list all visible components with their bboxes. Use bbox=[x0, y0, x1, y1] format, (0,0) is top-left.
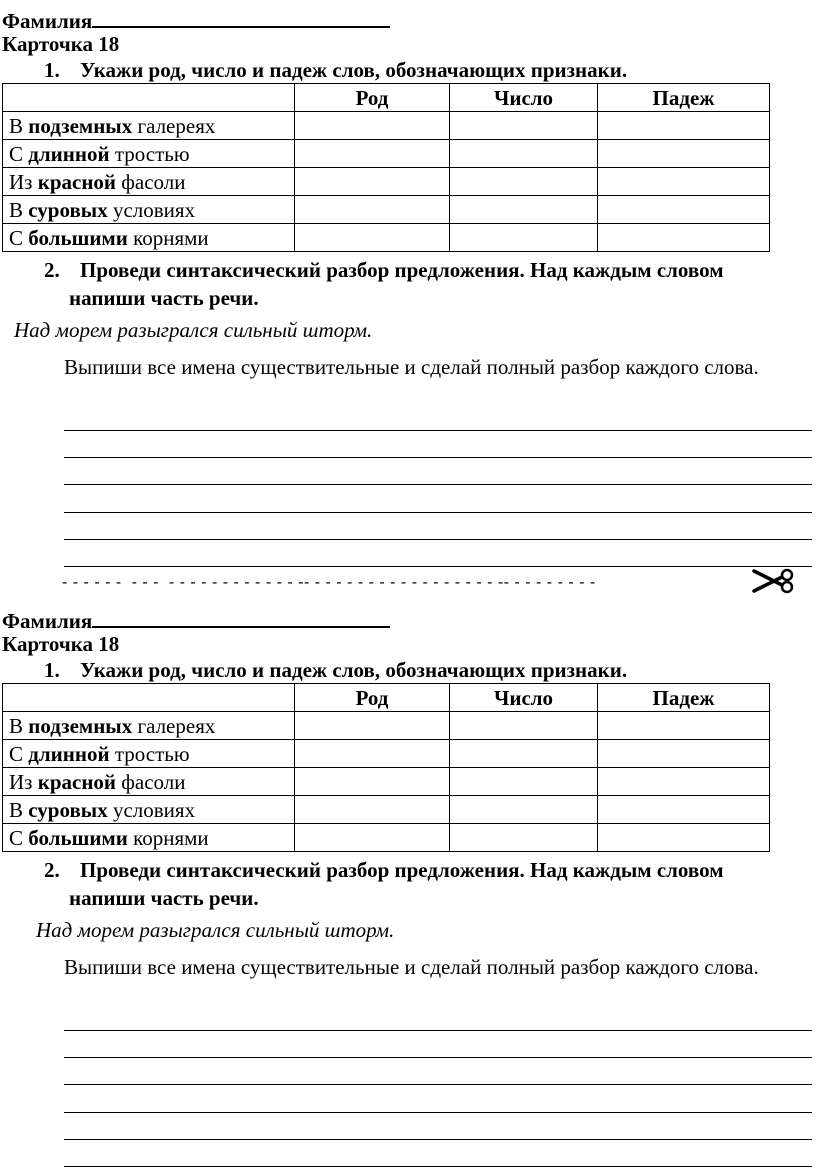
writing-line[interactable] bbox=[64, 430, 812, 431]
phrase-noun: галереях bbox=[132, 113, 216, 138]
gender-cell[interactable] bbox=[295, 112, 450, 140]
phrase-noun: корнями bbox=[127, 825, 209, 850]
gender-cell[interactable] bbox=[295, 196, 450, 224]
number-cell[interactable] bbox=[450, 796, 598, 824]
scissors-icon bbox=[752, 567, 796, 595]
surname-blank[interactable] bbox=[92, 6, 390, 28]
header-case: Падеж bbox=[598, 684, 770, 712]
table-row bbox=[3, 796, 770, 824]
task2-text-line1: Проведи синтаксический разбор предложения. Над каждым словом bbox=[80, 858, 724, 882]
instruction: Выпиши все имена существительные и сделай полный разбор каждого слова. bbox=[64, 955, 759, 979]
writing-line[interactable] bbox=[64, 1139, 812, 1140]
phrase-prep: В bbox=[9, 797, 29, 822]
phrase-noun: фасоли bbox=[116, 769, 186, 794]
writing-line[interactable] bbox=[64, 1030, 812, 1031]
phrase-cell bbox=[3, 168, 295, 196]
gender-cell[interactable] bbox=[295, 140, 450, 168]
table-row bbox=[3, 224, 770, 252]
number-cell[interactable] bbox=[450, 768, 598, 796]
writing-line[interactable] bbox=[64, 512, 812, 513]
phrase-adjective: красной bbox=[37, 769, 117, 794]
header-gender: Род bbox=[295, 84, 450, 112]
phrase-cell bbox=[3, 224, 295, 252]
surname-label: Фамилия bbox=[2, 9, 93, 33]
gender-cell[interactable] bbox=[295, 796, 450, 824]
task1-heading bbox=[44, 658, 627, 683]
task2-number: 2. bbox=[44, 258, 60, 282]
phrase-cell bbox=[3, 768, 295, 796]
surname-blank[interactable] bbox=[92, 606, 390, 628]
gender-cell[interactable] bbox=[295, 768, 450, 796]
card-title: Карточка 18 bbox=[2, 632, 120, 656]
table-row bbox=[3, 740, 770, 768]
phrase-adjective: подземных bbox=[28, 113, 133, 138]
table-row bbox=[3, 140, 770, 168]
case-cell[interactable] bbox=[598, 168, 770, 196]
surname-field bbox=[2, 6, 390, 34]
case-cell[interactable] bbox=[598, 112, 770, 140]
case-cell[interactable] bbox=[598, 224, 770, 252]
phrase-prep: С bbox=[9, 741, 29, 766]
writing-line[interactable] bbox=[64, 566, 812, 567]
task1-number: 1. bbox=[44, 58, 60, 82]
table-header-row bbox=[3, 684, 770, 712]
gender-cell[interactable] bbox=[295, 740, 450, 768]
phrase-prep: Из bbox=[9, 169, 38, 194]
phrase-noun: галереях bbox=[132, 713, 216, 738]
phrase-adjective: суровых bbox=[28, 197, 108, 222]
task1-number: 1. bbox=[44, 658, 60, 682]
phrase-prep: С bbox=[9, 225, 29, 250]
phrase-prep: В bbox=[9, 197, 29, 222]
sentence: Над морем разыгрался сильный шторм. bbox=[36, 918, 395, 942]
cut-line: - - - - - - - - - - - - - - - - - - - - - -- - - - - - - - - - - - - - - - - - -- - - - - - - - - bbox=[62, 574, 596, 591]
table-row bbox=[3, 168, 770, 196]
task2-text-line2: напиши часть речи. bbox=[69, 286, 259, 310]
task2-text-line1: Проведи синтаксический разбор предложения. Над каждым словом bbox=[80, 258, 724, 282]
phrase-adjective: красной bbox=[37, 169, 117, 194]
grammar-table bbox=[2, 683, 770, 852]
task1-heading bbox=[44, 58, 627, 83]
phrase-prep: С bbox=[9, 141, 29, 166]
number-cell[interactable] bbox=[450, 140, 598, 168]
surname-field bbox=[2, 606, 390, 634]
phrase-cell bbox=[3, 796, 295, 824]
task2-heading bbox=[44, 856, 814, 912]
case-cell[interactable] bbox=[598, 796, 770, 824]
table-row bbox=[3, 112, 770, 140]
writing-line[interactable] bbox=[64, 539, 812, 540]
case-cell[interactable] bbox=[598, 196, 770, 224]
phrase-prep: С bbox=[9, 825, 29, 850]
writing-line[interactable] bbox=[64, 484, 812, 485]
number-cell[interactable] bbox=[450, 712, 598, 740]
phrase-prep: Из bbox=[9, 769, 38, 794]
writing-line[interactable] bbox=[64, 457, 812, 458]
phrase-cell bbox=[3, 112, 295, 140]
sentence: Над морем разыгрался сильный шторм. bbox=[14, 318, 373, 342]
surname-label: Фамилия bbox=[2, 609, 93, 633]
phrase-adjective: подземных bbox=[28, 713, 133, 738]
case-cell[interactable] bbox=[598, 740, 770, 768]
writing-line[interactable] bbox=[64, 1166, 812, 1167]
phrase-cell bbox=[3, 196, 295, 224]
header-phrase bbox=[3, 684, 295, 712]
task1-text: Укажи род, число и падеж слов, обозначающих признаки. bbox=[80, 658, 628, 682]
number-cell[interactable] bbox=[450, 740, 598, 768]
gender-cell[interactable] bbox=[295, 712, 450, 740]
header-phrase bbox=[3, 84, 295, 112]
phrase-cell bbox=[3, 140, 295, 168]
number-cell[interactable] bbox=[450, 196, 598, 224]
phrase-noun: тростью bbox=[109, 141, 190, 166]
header-gender: Род bbox=[295, 684, 450, 712]
case-cell[interactable] bbox=[598, 712, 770, 740]
gender-cell[interactable] bbox=[295, 824, 450, 852]
table-row bbox=[3, 712, 770, 740]
case-cell[interactable] bbox=[598, 140, 770, 168]
table-row bbox=[3, 768, 770, 796]
phrase-cell bbox=[3, 712, 295, 740]
task1-text: Укажи род, число и падеж слов, обозначающих признаки. bbox=[80, 58, 628, 82]
number-cell[interactable] bbox=[450, 224, 598, 252]
task2-number: 2. bbox=[44, 858, 60, 882]
phrase-noun: условиях bbox=[107, 797, 196, 822]
phrase-adjective: большими bbox=[28, 825, 128, 850]
grammar-table bbox=[2, 83, 770, 252]
phrase-adjective: большими bbox=[28, 225, 128, 250]
number-cell[interactable] bbox=[450, 168, 598, 196]
number-cell[interactable] bbox=[450, 824, 598, 852]
task2-text-line2: напиши часть речи. bbox=[69, 886, 259, 910]
phrase-noun: фасоли bbox=[116, 169, 186, 194]
task2-heading bbox=[44, 256, 814, 312]
case-cell[interactable] bbox=[598, 768, 770, 796]
instruction: Выпиши все имена существительные и сделай полный разбор каждого слова. bbox=[64, 355, 759, 379]
writing-line[interactable] bbox=[64, 1112, 812, 1113]
phrase-cell bbox=[3, 824, 295, 852]
number-cell[interactable] bbox=[450, 112, 598, 140]
phrase-noun: корнями bbox=[127, 225, 209, 250]
writing-line[interactable] bbox=[64, 1084, 812, 1085]
writing-line[interactable] bbox=[64, 1057, 812, 1058]
phrase-adjective: длинной bbox=[28, 741, 110, 766]
phrase-adjective: длинной bbox=[28, 141, 110, 166]
phrase-noun: тростью bbox=[109, 741, 190, 766]
table-row bbox=[3, 824, 770, 852]
phrase-noun: условиях bbox=[107, 197, 196, 222]
gender-cell[interactable] bbox=[295, 224, 450, 252]
phrase-prep: В bbox=[9, 113, 29, 138]
phrase-cell bbox=[3, 740, 295, 768]
table-row bbox=[3, 196, 770, 224]
phrase-adjective: суровых bbox=[28, 797, 108, 822]
card-title: Карточка 18 bbox=[2, 32, 120, 56]
phrase-prep: В bbox=[9, 713, 29, 738]
header-case: Падеж bbox=[598, 84, 770, 112]
case-cell[interactable] bbox=[598, 824, 770, 852]
gender-cell[interactable] bbox=[295, 168, 450, 196]
table-header-row bbox=[3, 84, 770, 112]
header-number: Число bbox=[450, 684, 598, 712]
header-number: Число bbox=[450, 84, 598, 112]
